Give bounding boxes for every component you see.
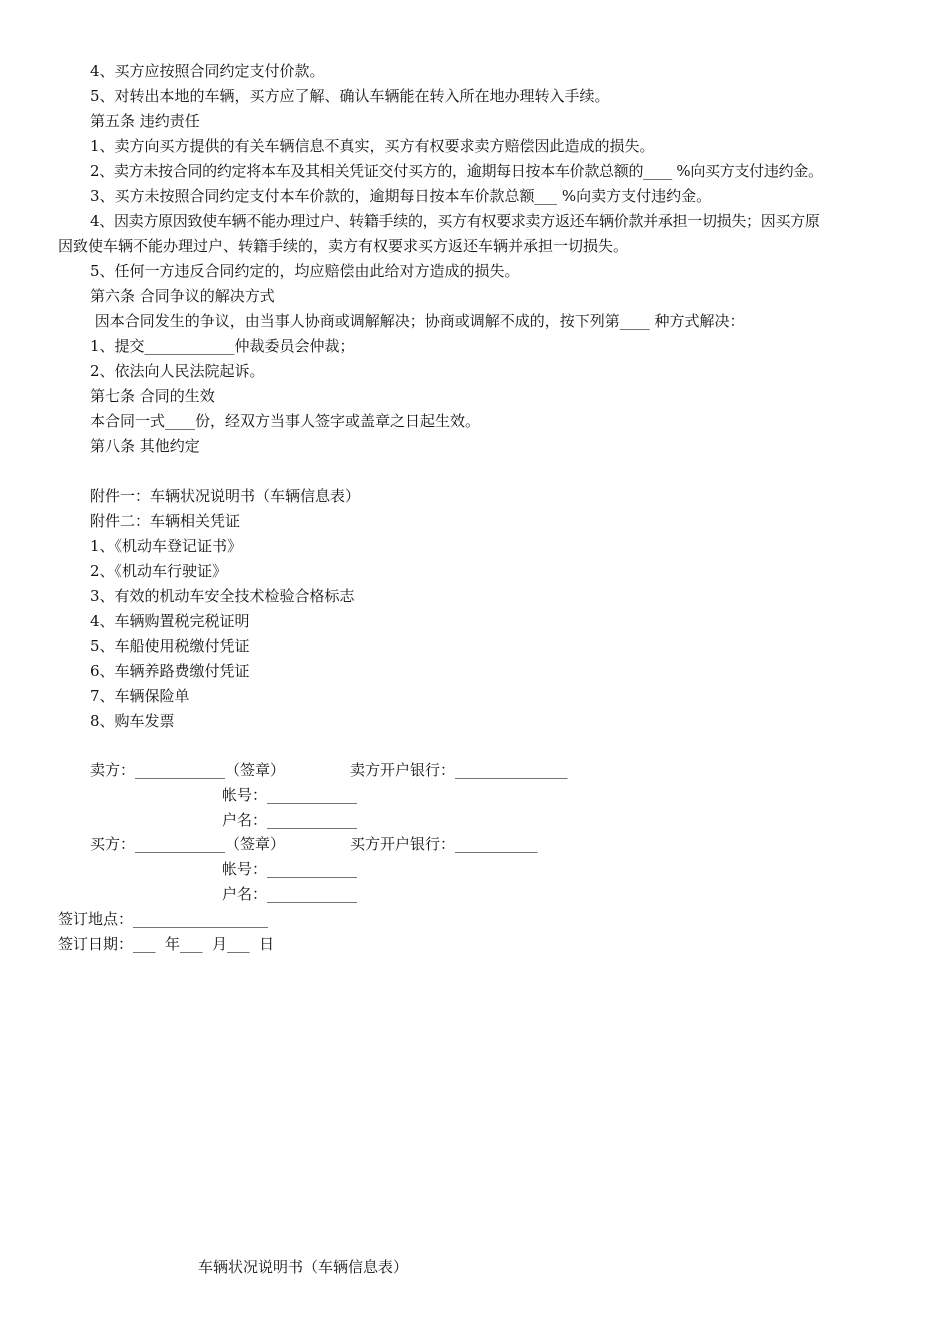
signing-date-field: 签订日期：___ 年___ 月___ 日 [58, 935, 275, 953]
clause-line: 本合同一式____份，经双方当事人签字或盖章之日起生效。 [90, 412, 481, 430]
list-item: 2、《机动车行驶证》 [90, 562, 228, 580]
signing-place-field: 签订地点：__________________ [58, 910, 269, 928]
seller-name-field: 户名：____________ [222, 811, 358, 829]
list-item: 4、车辆购置税完税证明 [90, 612, 250, 630]
clause-line: 4、因卖方原因致使车辆不能办理过户、转籍手续的，买方有权要求卖方返还车辆价款并承担一切损失；因买方原 [90, 212, 820, 230]
buyer-account-field: 帐号：____________ [222, 860, 358, 878]
buyer-name-field: 户名：____________ [222, 885, 358, 903]
clause-line: 1、提交____________仲裁委员会仲裁； [90, 337, 355, 355]
clause-line: 4、买方应按照合同约定支付价款。 [90, 62, 325, 80]
clause-line: 因致使车辆不能办理过户、转籍手续的，卖方有权要求买方返还车辆并承担一切损失。 [58, 237, 629, 255]
clause-line: 5、对转出本地的车辆，买方应了解、确认车辆能在转入所在地办理转入手续。 [90, 87, 610, 105]
section-heading: 第八条 其他约定 [90, 437, 200, 455]
list-item: 6、车辆养路费缴付凭证 [90, 662, 250, 680]
list-item: 8、购车发票 [90, 712, 175, 730]
list-item: 5、车船使用税缴付凭证 [90, 637, 250, 655]
buyer-bank-field: 买方开户银行：___________ [350, 835, 538, 853]
clause-line: 2、卖方未按合同的约定将本车及其相关凭证交付买方的，逾期每日按本车价款总额的____ %向买方支付违约金。 [90, 162, 823, 180]
section-heading: 第七条 合同的生效 [90, 387, 215, 405]
clause-line: 5、任何一方违反合同约定的，均应赔偿由此给对方造成的损失。 [90, 262, 520, 280]
list-item: 7、车辆保险单 [90, 687, 190, 705]
footer-title: 车辆状况说明书（车辆信息表） [198, 1258, 409, 1276]
clause-line: 3、买方未按照合同约定支付本车价款的，逾期每日按本车价款总额___ %向卖方支付违约金。 [90, 187, 712, 205]
list-item: 3、有效的机动车安全技术检验合格标志 [90, 587, 355, 605]
clause-line: 2、依法向人民法院起诉。 [90, 362, 265, 380]
buyer-signature-field: 买方：____________（签章） [90, 835, 286, 853]
clause-line: 因本合同发生的争议，由当事人协商或调解解决；协商或调解不成的，按下列第____ 种方式解决： [90, 312, 745, 330]
clause-line: 1、卖方向买方提供的有关车辆信息不真实，买方有权要求卖方赔偿因此造成的损失。 [90, 137, 655, 155]
seller-account-field: 帐号：____________ [222, 786, 358, 804]
seller-signature-field: 卖方：____________（签章） [90, 761, 286, 779]
attachment-title: 附件一：车辆状况说明书（车辆信息表） [90, 487, 361, 505]
section-heading: 第五条 违约责任 [90, 112, 200, 130]
seller-bank-field: 卖方开户银行：_______________ [350, 761, 568, 779]
attachment-title: 附件二：车辆相关凭证 [90, 512, 241, 530]
list-item: 1、《机动车登记证书》 [90, 537, 243, 555]
section-heading: 第六条 合同争议的解决方式 [90, 287, 275, 305]
